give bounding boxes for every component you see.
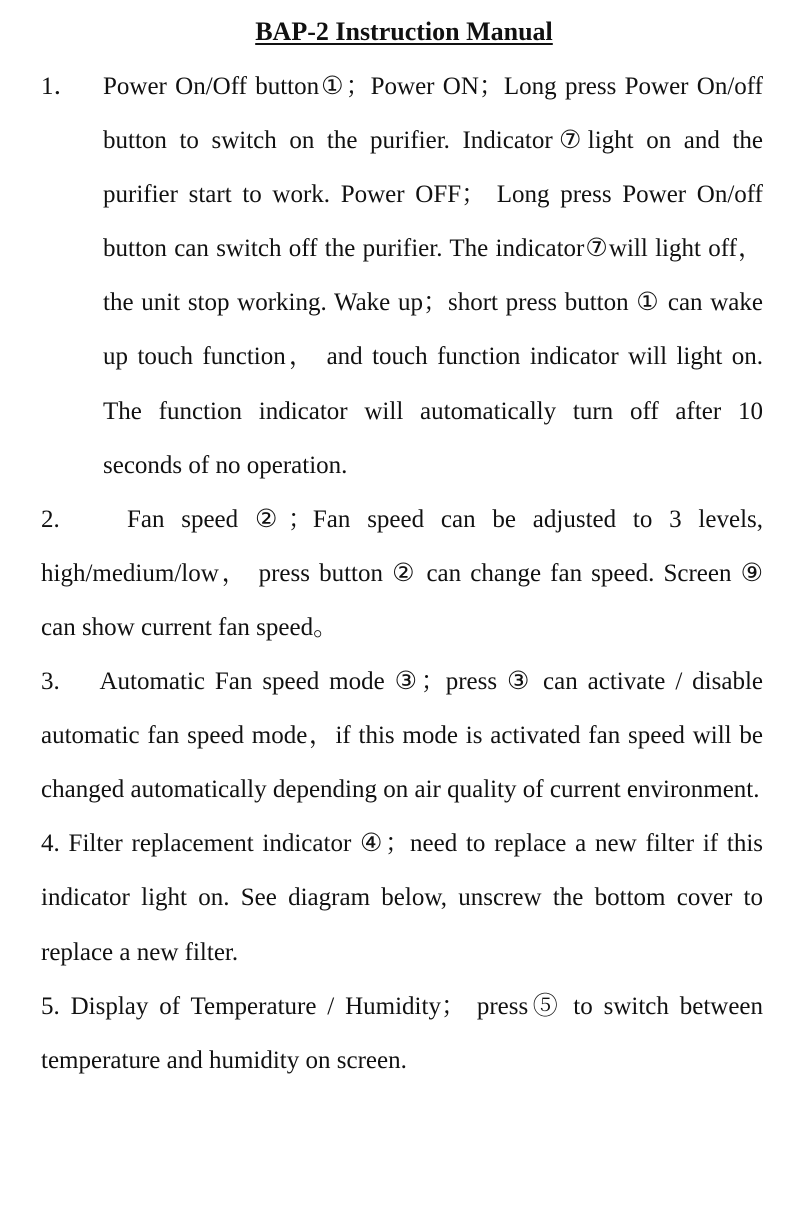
instruction-item-power <box>41 60 763 493</box>
item-text: Display of Temperature / Humidity； press⑤ to switch between temperature and humidity on screen. <box>41 992 764 1074</box>
instruction-item-temp-humidity <box>41 980 763 1088</box>
instruction-item-fan-speed <box>41 493 763 655</box>
item-text: Fan speed ②；Fan speed can be adjusted to 3 levels, high/medium/low， press button ② can change fan speed. Screen ⑨ can show current fan speed。 <box>41 505 763 641</box>
instruction-list <box>41 60 763 1088</box>
instruction-item-auto-mode <box>41 655 763 817</box>
item-text: Filter replacement indicator ④；need to replace a new filter if this indicator light on. See diagram below, unscrew the bottom cover to replace a new filter. <box>41 830 764 966</box>
item-number: 4. <box>41 830 60 858</box>
item-text: Power On/Off button①；Power ON；Long press Power On/off button to switch on the purifier. Indicator⑦light on and the purifier start to work. Power OFF； Long press Power On/off button can switch off the purifier. The indicator⑦will light off，the unit stop working. Wake up；short press button ① can wake up touch function， and touch function indicator will light on. The function indicator will automatically turn off after 10 seconds of no operation. <box>103 73 763 479</box>
page-title-text: BAP-2 Instruction Manual <box>255 17 553 46</box>
item-number: 1． <box>41 73 79 100</box>
item-number: 3. <box>41 668 60 696</box>
item-number: 2. <box>41 505 60 533</box>
page-title <box>0 14 808 50</box>
item-text: Automatic Fan speed mode ③；press ③ can activate / disable automatic fan speed mode，if this mode is activated fan speed will be changed automatically depending on air quality of current environment. <box>41 668 763 804</box>
item-number: 5. <box>41 992 60 1020</box>
instruction-item-filter <box>41 817 763 979</box>
